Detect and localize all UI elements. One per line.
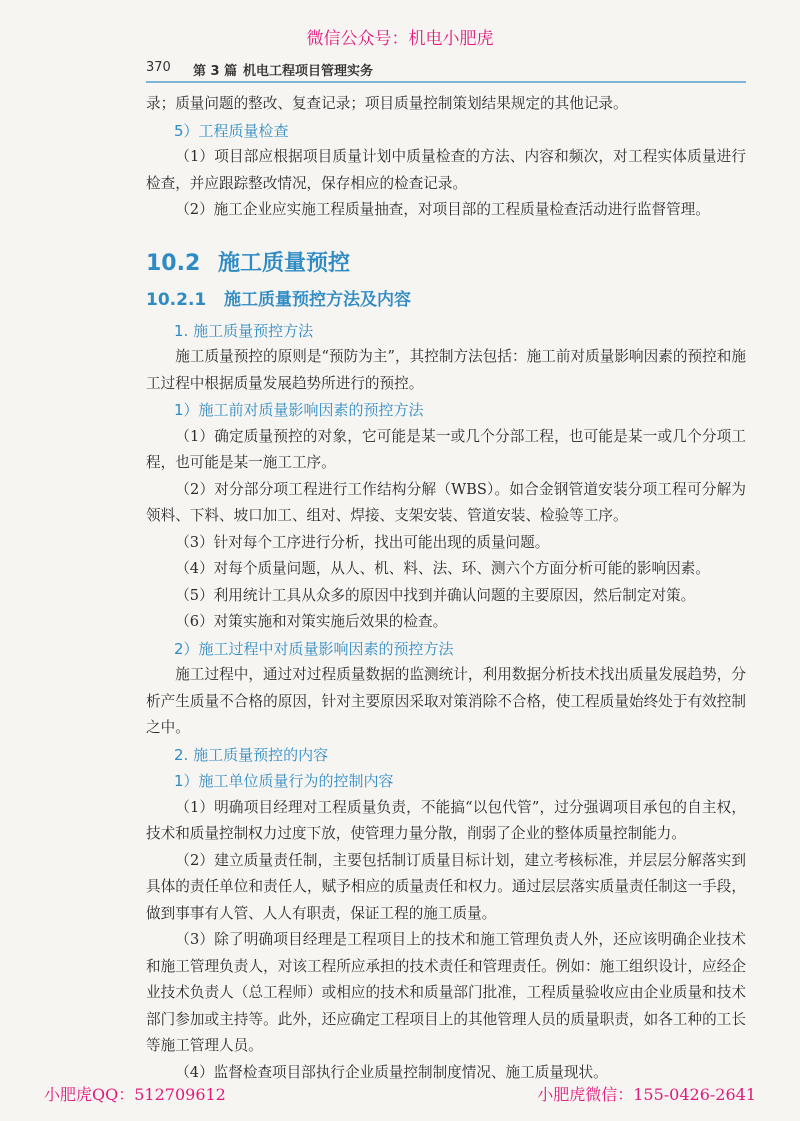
paragraph: 录；质量问题的整改、复查记录；项目质量控制策划结果规定的其他记录。 (146, 95, 628, 112)
paragraph: （6）对策实施和对策实施后效果的检查。 (175, 613, 448, 630)
paragraph: （1）明确项目经理对工程质量负责，不能搞“以包代管”，过分强调项目承包的自主权，技术和质量控制权力过度下放，使管理力量分散，削弱了企业的整体质量控制能力。 (146, 798, 746, 842)
page-number: 370 (146, 60, 171, 75)
subsection-heading: 2）施工过程中对质量影响因素的预控方法 (174, 639, 454, 658)
paragraph: 施工过程中，通过对过程质量数据的监测统计，利用数据分析技术找出质量发展趋势，分析产生质量不合格的原因，针对主要原因采取对策消除不合格，使工程质量始终处于有效控制之中。 (146, 666, 746, 736)
paragraph: （5）利用统计工具从众多的原因中找到并确认问题的主要原因，然后制定对策。 (175, 586, 696, 604)
paragraph: 施工质量预控的原则是“预防为主”，其控制方法包括：施工前对质量影响因素的预控和施工过程中根据质量发展趋势所进行的预控。 (146, 348, 746, 392)
page-content (146, 91, 746, 1086)
subsection-heading: 5）工程质量检查 (174, 121, 289, 140)
paragraph: （3）针对每个工序进行分析，找出可能出现的质量问题。 (175, 533, 550, 551)
heading-number: 10.2.1 (146, 289, 207, 310)
subsection-heading: 1）施工单位质量行为的控制内容 (174, 772, 394, 790)
header-rule (146, 81, 746, 83)
running-header (146, 60, 746, 82)
watermark-top: 微信公众号：机电小肥虎 (306, 29, 494, 49)
heading-number: 10.2 (146, 250, 201, 276)
chapter-title: 机电工程项目管理实务 (243, 64, 374, 79)
section-heading: 1. 施工质量预控方法 (174, 321, 314, 340)
paragraph: （1）确定质量预控的对象，它可能是某一或几个分部工程，也可能是某一或几个分项工程，也可能是某一施工工序。 (146, 427, 746, 471)
paragraph: （2）建立质量责任制，主要包括制订质量目标计划，建立考核标准，并层层分解落实到具体的责任单位和责任人，赋予相应的质量责任和权力。通过层层落实质量责任制这一手段，做到事事有人管、人人有职责，保证工程的施工质量。 (146, 851, 746, 922)
heading-text: 施工质量预控 (218, 250, 351, 276)
paragraph: （3）除了明确项目经理是工程项目上的技术和施工管理负责人外，还应该明确企业技术和施工管理负责人，对该工程所应承担的技术责任和管理责任。例如：施工组织设计，应经企业技术负责人（总工程师）或相应的技术和质量部门批准，工程质量验收应由企业质量和技术部门参加或主持等。此外，还应确定工程项目上的其他管理人员的质量职责，如各工种的工长等施工管理人员。 (146, 931, 746, 1054)
section-heading: 2. 施工质量预控的内容 (174, 745, 329, 764)
watermark-wechat: 小肥虎微信：155-0426-2641 (537, 1085, 756, 1104)
subsection-heading: 1）施工前对质量影响因素的预控方法 (174, 401, 424, 419)
paragraph: （2）对分部分项工程进行工作结构分解（WBS）。如合金钢管道安装分项工程可分解为领料、下料、坡口加工、组对、焊接、支架安装、管道安装、检验等工序。 (146, 480, 746, 524)
paragraph: （4）对每个质量问题，从人、机、料、法、环、测六个方面分析可能的影响因素。 (175, 560, 710, 577)
paragraph: （1）项目部应根据项目质量计划中质量检查的方法、内容和频次，对工程实体质量进行检查，并应跟踪整改情况，保存相应的检查记录。 (146, 148, 746, 192)
watermark-qq: 小肥虎QQ：512709612 (44, 1085, 226, 1104)
chapter-section-heading (146, 246, 746, 282)
subchapter-heading (146, 282, 746, 318)
paragraph: （2）施工企业应实施工程质量抽查，对项目部的工程质量检查活动进行监督管理。 (175, 201, 710, 218)
heading-text: 施工质量预控方法及内容 (224, 289, 411, 310)
part-label: 第 3 篇 (193, 64, 238, 79)
paragraph: （4）监督检查项目部执行企业质量控制制度情况、施工质量现状。 (175, 1063, 608, 1081)
